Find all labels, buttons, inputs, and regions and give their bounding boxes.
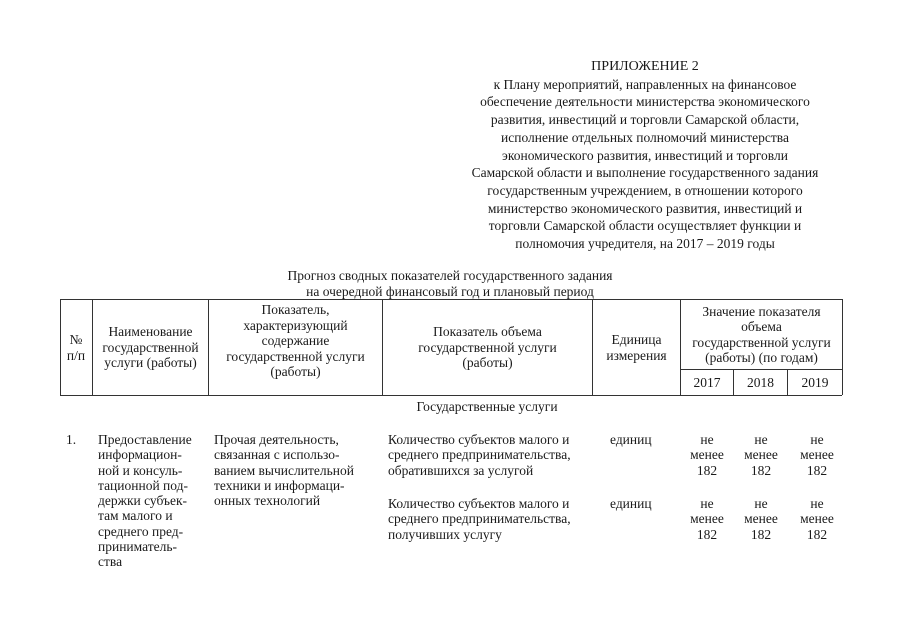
volume-line: обратившихся за услугой [388,462,534,478]
service-line: ной и консуль- [98,462,183,478]
appendix-line: исполнение отдельных полномочий министерства [501,129,789,145]
service-line: там малого и [98,508,173,524]
header-text: № [69,332,83,347]
service-line: тационной под- [98,477,189,493]
section-label: Государственные услуги [416,399,558,414]
header-text: государственной услуги [418,339,557,355]
row-number: 1. [66,432,77,447]
header-text: Единица [611,332,662,347]
header-year-2018: 2018 [747,374,774,390]
volume-line: среднего предпринимательства, [388,447,571,463]
appendix-line: развития, инвестиций и торговли Самарской области, [490,112,800,128]
indicator-line: Прочая деятельность, [214,432,339,447]
header-year-2019: 2019 [801,374,829,390]
title-line-2: на очередной финансовый год и плановый период [306,284,594,299]
appendix-line: полномочия учредителя, на 2017 – 2019 годы [515,236,775,252]
value-2019-2 [791,496,843,542]
unit-2: единиц [610,496,652,511]
indicator-line: связанная с использо- [214,447,340,463]
header-year-2017: 2017 [693,374,721,390]
header-text: Показатель объема [433,324,542,340]
value-text: менее [744,447,778,463]
value-text: не [700,432,714,447]
value-text: не [810,496,824,511]
service-name [98,432,204,570]
header-text: п/п [66,347,86,363]
value-2019-1 [791,432,843,478]
volume-line: Количество субъектов малого и [388,432,570,447]
header-text: государственной услуги [226,348,365,364]
appendix-line: Самарской области и выполнение государственного задания [471,165,819,181]
appendix-block [430,58,860,253]
indicator-line: онных технологий [214,493,321,509]
value-2017-2 [682,496,732,542]
header-indicator [209,300,382,382]
header-service [93,300,208,395]
service-line: информацион- [98,447,182,463]
header-value [681,300,842,369]
document-title [240,268,660,300]
header-text: государственной услуги [692,334,831,350]
service-line: держки субъек- [98,493,188,509]
value-text: 182 [806,462,828,478]
appendix-line: государственным учреждением, в отношении которого [487,182,803,198]
header-unit [593,300,680,395]
header-text: характеризующий [243,317,348,333]
col-border [842,299,843,395]
value-text: не [700,496,714,511]
volume-indicator-2 [388,496,588,542]
volume-line: Количество субъектов малого и [388,496,570,511]
header-text: Значение показателя [702,303,821,319]
table-header-bottom-border [60,395,842,396]
value-text: менее [800,511,834,527]
value-text: не [754,496,768,511]
header-text: Наименование [108,324,193,340]
value-text: не [754,432,768,447]
header-text: услуги (работы) [104,355,197,371]
indicator-line: техники и информаци- [214,477,345,493]
appendix-line: торговли Самарской области осуществляет функции и [488,218,802,234]
header-text: государственной [102,339,199,355]
service-line: ства [98,554,123,570]
service-line: среднего пред- [98,523,184,539]
title-line-1: Прогноз сводных показателей государственного задания [287,268,613,283]
header-text: содержание [261,333,330,349]
value-2017-1 [682,432,732,478]
value-2018-2 [736,496,786,542]
value-text: 182 [696,462,718,478]
header-num [60,300,92,395]
indicator-line: ванием вычислительной [214,462,354,478]
unit-1: единиц [610,432,652,447]
volume-line: получивших услугу [388,526,502,542]
value-text: менее [800,447,834,463]
value-text: 182 [806,526,828,542]
volume-indicator-1 [388,432,588,478]
header-text: Показатель, [261,302,330,318]
appendix-line: министерство экономического развития, инвестиций и [487,200,803,216]
header-text: измерения [606,347,667,363]
appendix-line: экономического развития, инвестиций и торговли [502,147,788,163]
service-line: приниматель- [98,539,178,555]
value-text: не [810,432,824,447]
header-text: (работы) (по годам) [705,350,818,365]
service-line: Предоставление [98,432,192,447]
value-text: 182 [696,526,718,542]
value-2018-1 [736,432,786,478]
header-text: (работы) [462,355,513,371]
header-volume [383,300,592,395]
value-text: менее [690,511,724,527]
value-text: менее [690,447,724,463]
value-text: 182 [750,526,772,542]
header-text: (работы) [270,364,321,380]
volume-line: среднего предпринимательства, [388,511,571,527]
value-text: 182 [750,462,772,478]
indicator-description [214,432,377,508]
appendix-heading: ПРИЛОЖЕНИЕ 2 [591,59,699,74]
value-text: менее [744,511,778,527]
header-text: объема [741,319,782,334]
appendix-line: обеспечение деятельности министерства экономического [480,94,810,110]
appendix-line: к Плану мероприятий, направленных на финансовое [493,76,797,92]
